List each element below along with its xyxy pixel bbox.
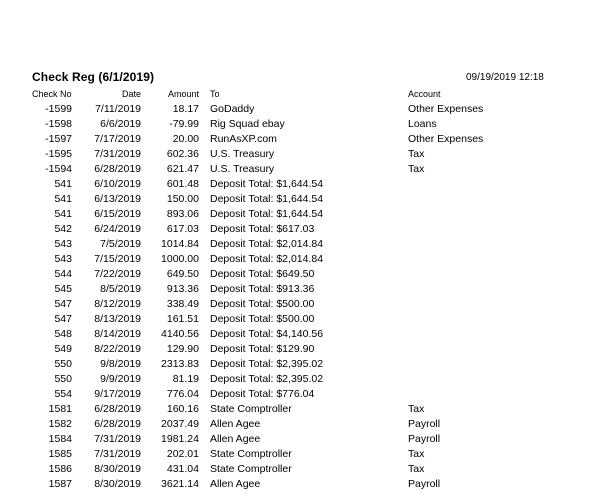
account-cell: Other Expenses xyxy=(408,103,484,115)
date-cell: 6/24/2019 xyxy=(94,223,141,235)
table-row xyxy=(0,132,599,147)
date-cell: 9/17/2019 xyxy=(94,388,141,400)
amount-cell: 913.36 xyxy=(166,283,199,295)
payee-cell: State Comptroller xyxy=(210,448,292,460)
amount-cell: -79.99 xyxy=(169,118,199,130)
payee-cell: Deposit Total: $500.00 xyxy=(210,298,315,310)
check-number-cell: 544 xyxy=(54,268,72,280)
amount-cell: 602.36 xyxy=(166,148,199,160)
table-row xyxy=(0,462,599,477)
date-cell: 8/12/2019 xyxy=(94,298,141,310)
check-number-cell: 541 xyxy=(54,178,72,190)
payee-cell: RunAsXP.com xyxy=(210,133,277,145)
date-cell: 7/22/2019 xyxy=(94,268,141,280)
check-number-cell: -1594 xyxy=(45,163,72,175)
date-cell: 7/15/2019 xyxy=(94,253,141,265)
account-cell: Payroll xyxy=(408,433,441,445)
payee-cell: U.S. Treasury xyxy=(210,148,275,160)
date-cell: 8/30/2019 xyxy=(94,463,141,475)
payee-cell: Deposit Total: $2,395.02 xyxy=(210,358,324,370)
payee-cell: GoDaddy xyxy=(210,103,255,115)
check-number-cell: 1582 xyxy=(48,418,72,430)
table-row xyxy=(0,387,599,402)
table-row xyxy=(0,192,599,207)
column-header-to: To xyxy=(210,89,220,99)
payee-cell: Allen Agee xyxy=(210,478,261,490)
payee-cell: Deposit Total: $649.50 xyxy=(210,268,315,280)
account-cell: Tax xyxy=(408,148,425,160)
table-row xyxy=(0,102,599,117)
date-cell: 7/5/2019 xyxy=(100,238,141,250)
check-number-cell: 541 xyxy=(54,193,72,205)
table-row xyxy=(0,327,599,342)
check-number-cell: 543 xyxy=(54,253,72,265)
check-number-cell: 547 xyxy=(54,298,72,310)
payee-cell: Deposit Total: $2,014.84 xyxy=(210,253,324,265)
account-cell: Payroll xyxy=(408,418,441,430)
date-cell: 7/11/2019 xyxy=(95,103,141,115)
check-number-cell: 1586 xyxy=(48,463,72,475)
amount-cell: 4140.56 xyxy=(161,328,199,340)
table-row xyxy=(0,147,599,162)
date-cell: 8/13/2019 xyxy=(94,313,141,325)
amount-cell: 161.51 xyxy=(166,313,199,325)
date-cell: 7/31/2019 xyxy=(94,433,141,445)
amount-cell: 601.48 xyxy=(166,178,199,190)
check-number-cell: 543 xyxy=(54,238,72,250)
date-cell: 6/28/2019 xyxy=(94,403,141,415)
amount-cell: 621.47 xyxy=(166,163,199,175)
payee-cell: Deposit Total: $4,140.56 xyxy=(210,328,324,340)
amount-cell: 81.19 xyxy=(172,373,199,385)
payee-cell: Deposit Total: $129.90 xyxy=(210,343,315,355)
amount-cell: 18.17 xyxy=(172,103,199,115)
table-row xyxy=(0,297,599,312)
payee-cell: Deposit Total: $1,644.54 xyxy=(210,208,324,220)
table-row xyxy=(0,282,599,297)
amount-cell: 776.04 xyxy=(166,388,199,400)
date-cell: 6/28/2019 xyxy=(94,418,141,430)
date-cell: 7/31/2019 xyxy=(94,448,141,460)
amount-cell: 129.90 xyxy=(166,343,199,355)
amount-cell: 3621.14 xyxy=(161,478,199,490)
date-cell: 8/5/2019 xyxy=(100,283,141,295)
date-cell: 7/31/2019 xyxy=(94,148,141,160)
account-cell: Loans xyxy=(408,118,437,130)
date-cell: 9/9/2019 xyxy=(100,373,141,385)
date-cell: 6/10/2019 xyxy=(94,178,141,190)
date-cell: 6/6/2019 xyxy=(100,118,141,130)
date-cell: 6/15/2019 xyxy=(94,208,141,220)
table-row xyxy=(0,447,599,462)
column-header-check-no: Check No xyxy=(32,89,72,99)
table-row xyxy=(0,177,599,192)
payee-cell: Deposit Total: $2,395.02 xyxy=(210,373,324,385)
payee-cell: Deposit Total: $776.04 xyxy=(210,388,315,400)
account-cell: Tax xyxy=(408,403,425,415)
column-header-amount: Amount xyxy=(167,89,199,99)
table-row xyxy=(0,432,599,447)
check-number-cell: 541 xyxy=(54,208,72,220)
table-row xyxy=(0,162,599,177)
check-number-cell: -1598 xyxy=(45,118,72,130)
amount-cell: 431.04 xyxy=(166,463,199,475)
printed-timestamp: 09/19/2019 12:18 xyxy=(466,72,544,83)
account-cell: Other Expenses xyxy=(408,133,484,145)
amount-cell: 649.50 xyxy=(166,268,199,280)
payee-cell: Deposit Total: $1,644.54 xyxy=(210,193,324,205)
date-cell: 9/8/2019 xyxy=(100,358,141,370)
check-number-cell: 550 xyxy=(54,358,72,370)
table-row xyxy=(0,207,599,222)
check-number-cell: 1585 xyxy=(48,448,72,460)
payee-cell: Allen Agee xyxy=(210,433,261,445)
payee-cell: Deposit Total: $617.03 xyxy=(210,223,315,235)
table-row xyxy=(0,267,599,282)
payee-cell: U.S. Treasury xyxy=(210,163,275,175)
account-cell: Payroll xyxy=(408,478,441,490)
amount-cell: 2313.83 xyxy=(161,358,199,370)
check-number-cell: -1599 xyxy=(45,103,72,115)
check-number-cell: 1581 xyxy=(48,403,72,415)
amount-cell: 160.16 xyxy=(166,403,199,415)
payee-cell: State Comptroller xyxy=(210,463,292,475)
table-row xyxy=(0,252,599,267)
table-row xyxy=(0,402,599,417)
table-row xyxy=(0,117,599,132)
check-number-cell: 550 xyxy=(54,373,72,385)
check-number-cell: -1597 xyxy=(45,133,72,145)
register-table xyxy=(0,102,599,492)
table-row xyxy=(0,372,599,387)
table-row xyxy=(0,237,599,252)
table-row xyxy=(0,477,599,492)
check-number-cell: 542 xyxy=(54,223,72,235)
amount-cell: 1981.24 xyxy=(161,433,199,445)
payee-cell: Deposit Total: $913.36 xyxy=(210,283,315,295)
column-header-account: Account xyxy=(408,89,441,99)
date-cell: 7/17/2019 xyxy=(94,133,141,145)
amount-cell: 150.00 xyxy=(166,193,199,205)
date-cell: 8/30/2019 xyxy=(94,478,141,490)
check-number-cell: 554 xyxy=(54,388,72,400)
amount-cell: 1000.00 xyxy=(161,253,199,265)
check-number-cell: 548 xyxy=(54,328,72,340)
date-cell: 6/28/2019 xyxy=(94,163,141,175)
check-number-cell: 1587 xyxy=(48,478,72,490)
payee-cell: Deposit Total: $500.00 xyxy=(210,313,315,325)
account-cell: Tax xyxy=(408,448,425,460)
date-cell: 8/22/2019 xyxy=(94,343,141,355)
date-cell: 6/13/2019 xyxy=(94,193,141,205)
amount-cell: 338.49 xyxy=(166,298,199,310)
account-cell: Tax xyxy=(408,163,425,175)
amount-cell: 2037.49 xyxy=(161,418,199,430)
report-title: Check Reg (6/1/2019) xyxy=(32,70,155,84)
table-row xyxy=(0,357,599,372)
table-row xyxy=(0,417,599,432)
payee-cell: Rig Squad ebay xyxy=(210,118,285,130)
date-cell: 8/14/2019 xyxy=(94,328,141,340)
account-cell: Tax xyxy=(408,463,425,475)
amount-cell: 20.00 xyxy=(172,133,199,145)
table-row xyxy=(0,222,599,237)
payee-cell: Allen Agee xyxy=(210,418,261,430)
payee-cell: State Comptroller xyxy=(210,403,292,415)
table-row xyxy=(0,342,599,357)
amount-cell: 617.03 xyxy=(166,223,199,235)
check-number-cell: 545 xyxy=(54,283,72,295)
amount-cell: 1014.84 xyxy=(161,238,199,250)
check-number-cell: 1584 xyxy=(48,433,72,445)
payee-cell: Deposit Total: $1,644.54 xyxy=(210,178,324,190)
check-number-cell: 549 xyxy=(54,343,72,355)
amount-cell: 202.01 xyxy=(166,448,199,460)
payee-cell: Deposit Total: $2,014.84 xyxy=(210,238,324,250)
check-number-cell: 547 xyxy=(54,313,72,325)
table-row xyxy=(0,312,599,327)
column-header-date: Date xyxy=(121,89,141,99)
check-number-cell: -1595 xyxy=(45,148,72,160)
amount-cell: 893.06 xyxy=(166,208,199,220)
